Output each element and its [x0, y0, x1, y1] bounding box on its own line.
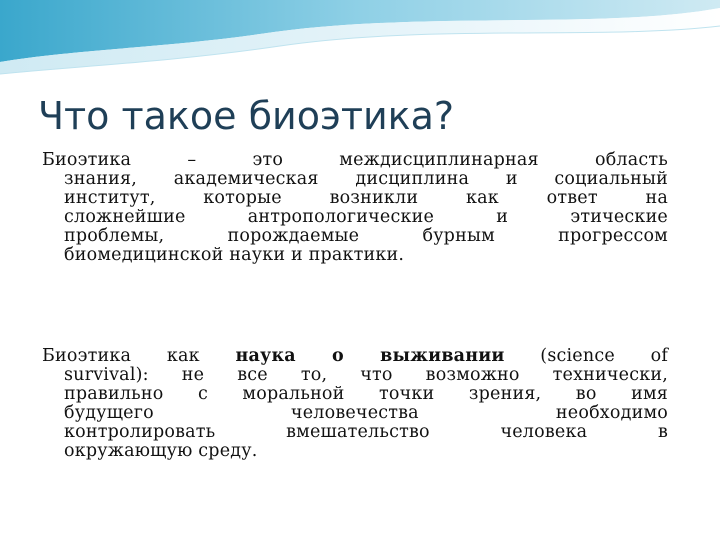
header-wave-decoration	[0, 0, 720, 80]
text-line: будущего человечества необходимо	[64, 403, 668, 423]
text-segment: Биоэтика как	[42, 346, 236, 366]
text-line: сложнейшие антропологические и этические	[64, 207, 668, 227]
paragraph-definition	[42, 151, 668, 265]
text-line: знания, академическая дисциплина и социальный	[64, 169, 668, 189]
text-line: биомедицинской науки и практики.	[64, 245, 405, 265]
text-segment: (science of	[504, 346, 668, 366]
slide-title: Что такое биоэтика?	[38, 94, 455, 138]
text-line: Биоэтика – это междисциплинарная область	[42, 150, 668, 170]
text-line: институт, которые возникли как ответ на	[64, 188, 668, 208]
text-line: проблемы, порождаемые бурным прогрессом	[64, 226, 668, 246]
text-line: survival): не все то, что возможно технически,	[64, 365, 668, 385]
text-line	[42, 347, 668, 366]
paragraph-science-of-survival	[42, 347, 668, 461]
text-line: правильно с моральной точки зрения, во имя	[64, 384, 668, 404]
emphasis-text: наука о выживании	[235, 346, 505, 366]
text-line: окружающую среду.	[64, 441, 258, 461]
text-line: контролировать вмешательство человека в	[64, 422, 668, 442]
